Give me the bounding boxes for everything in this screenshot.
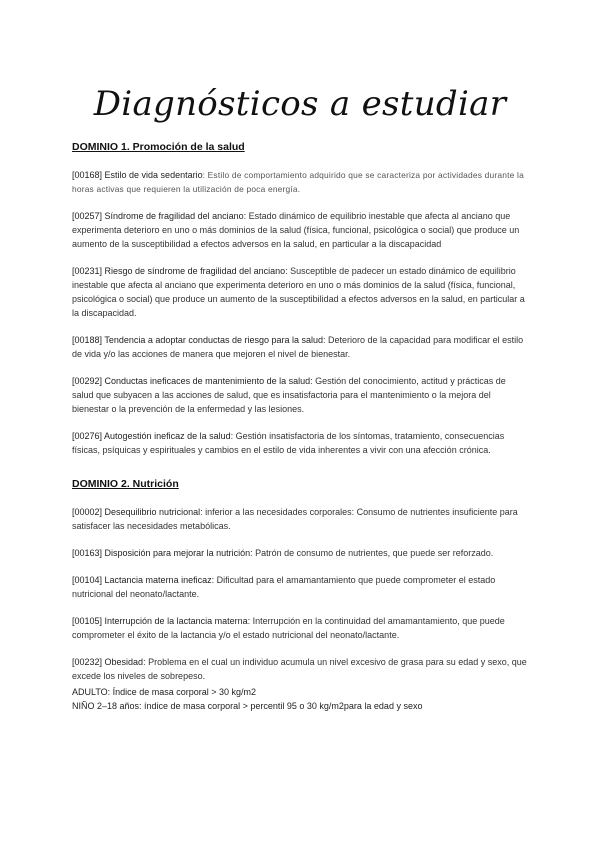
diagnosis-name: [00188] Tendencia a adoptar conductas de riesgo para la salud [72,335,324,345]
diagnosis-definition: : Dificultad para el amamantamiento que puede comprometer el estado nutricional del neonato/lactante. [72,575,496,599]
diagnosis-entry [72,546,528,560]
section-dominio-1 [72,140,528,457]
diagnosis-name: [00232] Obesidad [72,657,144,667]
page-title: Diagnósticos a estudiar [93,84,507,124]
diagnosis-entry [72,374,528,416]
diagnosis-definition: : inferior a las necesidades corporales: Consumo de nutrientes insuficiente para satisfacer las necesidades metabólicas. [72,507,518,531]
section-heading: DOMINIO 2. Nutrición [72,478,179,490]
diagnosis-name: [00276] Autogestión ineficaz de la salud [72,431,231,441]
diagnosis-entry [72,209,528,251]
diagnosis-definition: : Estado dinámico de equilibrio inestable que afecta al anciano que experimenta deterioro en uno o más dominios de la salud (física, funcional, psicológica o social) que produce un aumento de la susceptibilidad a efectos adversos en la salud, en particular a la discapacidad [72,211,520,249]
diagnosis-entry [72,614,528,642]
diagnosis-definition: : Patrón de consumo de nutrientes, que puede ser reforzado. [250,548,494,558]
diagnosis-entry [72,264,528,320]
diagnosis-entry [72,168,528,196]
diagnosis-entry [72,573,528,601]
diagnosis-entry [72,429,528,457]
diagnosis-definition: : Problema en el cual un individuo acumula un nivel excesivo de grasa para su edad y sexo, que excede los niveles de sobrepeso. [72,657,527,681]
bmi-child-line: NIÑO 2–18 años: índice de masa corporal > percentil 95 o 30 kg/m2para la edad y sexo [72,701,423,711]
diagnosis-definition: : Deterioro de la capacidad para modificar el estilo de vida y/o las acciones de manera que mejoren el nivel de bienestar. [72,335,524,359]
diagnosis-definition: : Gestión del conocimiento, actitud y prácticas de salud que subyacen a las acciones de salud, que es insatisfactoria para el mantenimiento o la mejora del bienestar o la prevención de la enfermedad y las lesiones. [72,376,506,414]
diagnosis-definition: : Susceptible de padecer un estado dinámico de equilibrio inestable que afecta al anciano que experimenta deterioro en uno o más dominios de la salud (física, funcional, psicológica o social) que produce un aumento de la susceptibilidad a efectos adversos en la salud, en particular a la discapacidad. [72,266,525,318]
diagnosis-name: [00231] Riesgo de síndrome de fragilidad del anciano [72,266,286,276]
diagnosis-name: [00168] Estilo de vida sedentario [72,170,203,180]
diagnosis-definition: : Gestión insatisfactoria de los síntomas, tratamiento, consecuencias físicas, psíquicas y espirituales y cambios en el estilo de vida inherentes a vivir con una afección crónica. [72,431,505,455]
diagnosis-name: [00105] Interrupción de la lactancia materna [72,616,248,626]
section-dominio-2 [72,477,528,713]
diagnosis-name: [00104] Lactancia materna ineficaz [72,575,212,585]
diagnosis-name: [00257] Síndrome de fragilidad del anciano [72,211,244,221]
diagnosis-definition: : Estilo de comportamiento adquirido que se caracteriza por actividades durante la horas activas que requieren la utilización de poca energía. [72,170,524,194]
diagnosis-definition: : Interrupción en la continuidad del amamantamiento, que puede comprometer el éxito de la lactancia y/o el estado nutricional del neonato/lactante. [72,616,505,640]
diagnosis-entry [72,655,528,683]
diagnosis-name: [00163] Disposición para mejorar la nutrición [72,548,251,558]
section-heading: DOMINIO 1. Promoción de la salud [72,141,245,153]
diagnosis-name: [00292] Conductas ineficaces de mantenimiento de la salud [72,376,311,386]
diagnosis-entry [72,333,528,361]
diagnosis-name: [00002] Desequilibrio nutricional [72,507,201,517]
bmi-adult-line: ADULTO: Índice de masa corporal > 30 kg/m2 [72,687,257,697]
diagnosis-entry [72,505,528,533]
